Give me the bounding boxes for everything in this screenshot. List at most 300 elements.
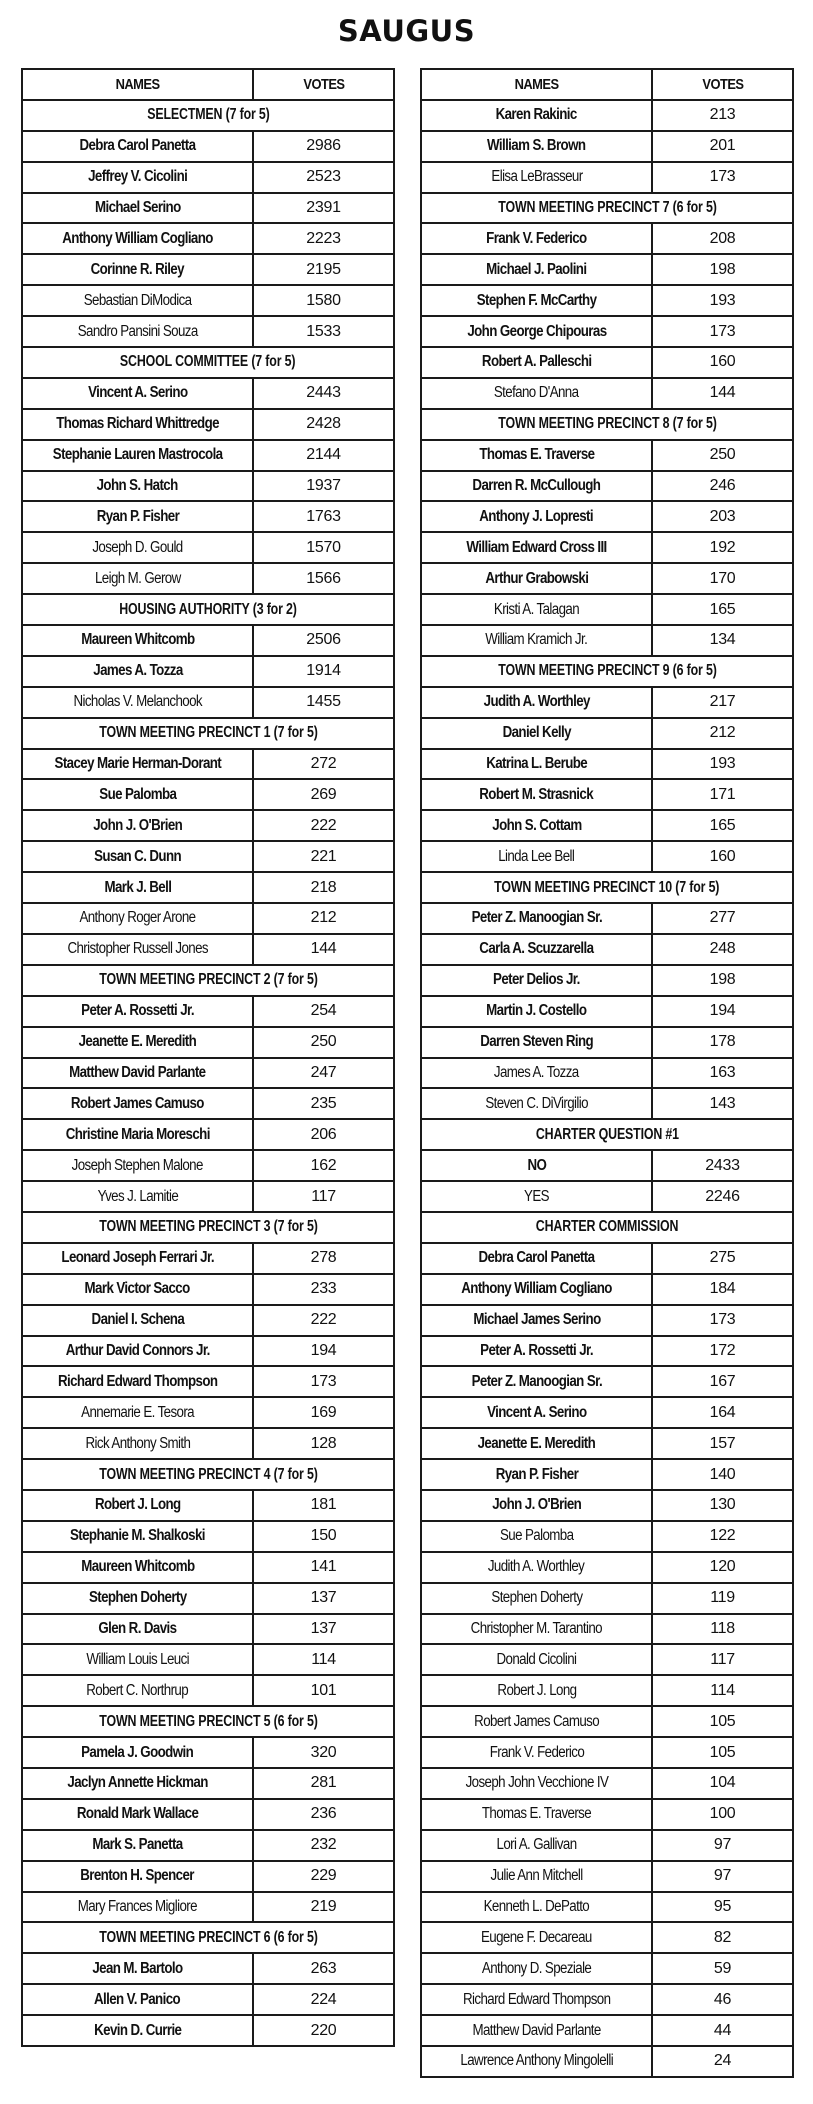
candidate-name bbox=[421, 841, 652, 872]
section-header-row bbox=[22, 1706, 394, 1737]
candidate-row bbox=[421, 1799, 793, 1830]
candidate-name bbox=[22, 749, 253, 780]
candidate-row bbox=[22, 1953, 394, 1984]
candidate-name bbox=[421, 1274, 652, 1305]
candidate-name-text: Ronald Mark Wallace bbox=[76, 1805, 199, 1823]
candidate-row bbox=[421, 1305, 793, 1336]
candidate-name-text: Peter A. Rossetti Jr. bbox=[81, 1002, 194, 1020]
section-title bbox=[22, 1212, 394, 1243]
candidate-row bbox=[22, 223, 394, 254]
candidate-row bbox=[22, 1058, 394, 1089]
vote-count: 269 bbox=[253, 779, 394, 810]
vote-count: 250 bbox=[253, 1027, 394, 1058]
vote-count: 150 bbox=[253, 1521, 394, 1552]
candidate-name-text: Thomas E. Traverse bbox=[478, 446, 595, 464]
candidate-name bbox=[22, 501, 253, 532]
vote-count: 165 bbox=[652, 810, 793, 841]
vote-count: 235 bbox=[253, 1088, 394, 1119]
candidate-name bbox=[22, 656, 253, 687]
candidate-name bbox=[22, 1336, 253, 1367]
candidate-name bbox=[22, 1799, 253, 1830]
candidate-name bbox=[22, 563, 253, 594]
candidate-name bbox=[421, 1490, 652, 1521]
candidate-name-text: Stephanie M. Shalkoski bbox=[70, 1527, 205, 1545]
results-table-right bbox=[420, 68, 794, 2078]
candidate-name bbox=[421, 254, 652, 285]
vote-count: 201 bbox=[652, 131, 793, 162]
candidate-name-text: Stefano D'Anna bbox=[494, 384, 579, 402]
candidate-name-text: John J. O'Brien bbox=[93, 816, 182, 834]
vote-count: 203 bbox=[652, 501, 793, 532]
candidate-name-text: Frank V. Federico bbox=[489, 1743, 584, 1761]
vote-count: 277 bbox=[652, 903, 793, 934]
candidate-name-text: Anthony William Cogliano bbox=[461, 1280, 612, 1298]
candidate-row bbox=[22, 1088, 394, 1119]
candidate-name bbox=[421, 1922, 652, 1953]
candidate-name-text: Jeanette E. Meredith bbox=[78, 1033, 197, 1051]
candidate-name-text: Robert James Camuso bbox=[474, 1712, 599, 1730]
candidate-name bbox=[421, 779, 652, 810]
candidate-name bbox=[22, 1397, 253, 1428]
candidate-row bbox=[22, 1552, 394, 1583]
candidate-name-text: Judith A. Worthley bbox=[488, 1558, 585, 1576]
section-title bbox=[22, 1706, 394, 1737]
candidate-name-text: Joseph D. Gould bbox=[92, 538, 183, 556]
candidate-row bbox=[421, 1027, 793, 1058]
candidate-row bbox=[421, 1644, 793, 1675]
candidate-row bbox=[421, 378, 793, 409]
vote-count: 247 bbox=[253, 1058, 394, 1089]
candidate-name bbox=[421, 1027, 652, 1058]
section-title-text: TOWN MEETING PRECINCT 9 (6 for 5) bbox=[497, 662, 717, 680]
vote-count: 160 bbox=[652, 841, 793, 872]
candidate-row bbox=[421, 1861, 793, 1892]
candidate-name bbox=[421, 223, 652, 254]
section-header-row bbox=[22, 100, 394, 131]
candidate-name bbox=[22, 223, 253, 254]
vote-count: 114 bbox=[253, 1644, 394, 1675]
vote-count: 236 bbox=[253, 1799, 394, 1830]
names-header-label: NAMES bbox=[115, 75, 160, 93]
candidate-name-text: Lawrence Anthony Mingolelli bbox=[460, 2052, 613, 2070]
candidate-name-text: William Edward Cross III bbox=[466, 538, 607, 556]
candidate-name-text: Kenneth L. DePatto bbox=[483, 1897, 590, 1915]
vote-count: 320 bbox=[253, 1737, 394, 1768]
candidate-row bbox=[421, 1706, 793, 1737]
candidate-row bbox=[421, 285, 793, 316]
candidate-row bbox=[421, 1552, 793, 1583]
candidate-row bbox=[22, 1305, 394, 1336]
candidate-name-text: Michael James Serino bbox=[472, 1311, 601, 1329]
candidate-row bbox=[22, 2015, 394, 2046]
candidate-name-text: Nicholas V. Melanchook bbox=[73, 693, 202, 711]
candidate-name bbox=[22, 1088, 253, 1119]
candidate-row bbox=[22, 316, 394, 347]
vote-count: 1533 bbox=[253, 316, 394, 347]
candidate-row bbox=[421, 1397, 793, 1428]
candidate-name-text: Glen R. Davis bbox=[98, 1619, 177, 1637]
candidate-row bbox=[421, 1274, 793, 1305]
vote-count: 173 bbox=[652, 162, 793, 193]
candidate-name bbox=[421, 1861, 652, 1892]
candidate-row bbox=[421, 563, 793, 594]
candidate-name bbox=[22, 162, 253, 193]
vote-count: 173 bbox=[652, 1305, 793, 1336]
votes-header-label: VOTES bbox=[302, 75, 345, 93]
candidate-row bbox=[421, 687, 793, 718]
candidate-name bbox=[22, 1737, 253, 1768]
table-header-row bbox=[421, 69, 793, 100]
vote-count: 219 bbox=[253, 1892, 394, 1923]
vote-count: 169 bbox=[253, 1397, 394, 1428]
candidate-row bbox=[421, 749, 793, 780]
vote-count: 220 bbox=[253, 2015, 394, 2046]
candidate-name bbox=[421, 1181, 652, 1212]
vote-count: 2195 bbox=[253, 254, 394, 285]
vote-count: 250 bbox=[652, 440, 793, 471]
candidate-row bbox=[22, 1521, 394, 1552]
candidate-name-text: James A. Tozza bbox=[494, 1063, 579, 1081]
candidate-name bbox=[421, 1984, 652, 2015]
vote-count: 184 bbox=[652, 1274, 793, 1305]
vote-count: 144 bbox=[253, 934, 394, 965]
candidate-name bbox=[421, 1336, 652, 1367]
candidate-name bbox=[421, 2046, 652, 2077]
candidate-row bbox=[421, 1366, 793, 1397]
vote-count: 164 bbox=[652, 1397, 793, 1428]
candidate-row bbox=[421, 1614, 793, 1645]
candidate-name bbox=[421, 1243, 652, 1274]
vote-count: 117 bbox=[253, 1181, 394, 1212]
candidate-name bbox=[421, 1830, 652, 1861]
candidate-row bbox=[421, 1583, 793, 1614]
candidate-name-text: Steven C. DiVirgilio bbox=[485, 1094, 588, 1112]
vote-count: 140 bbox=[652, 1459, 793, 1490]
candidate-row bbox=[421, 1181, 793, 1212]
vote-count: 137 bbox=[253, 1614, 394, 1645]
section-title bbox=[22, 965, 394, 996]
candidate-row bbox=[22, 1830, 394, 1861]
vote-count: 1566 bbox=[253, 563, 394, 594]
candidate-name-text: Sebastian DiModica bbox=[83, 291, 192, 309]
vote-count: 2523 bbox=[253, 162, 394, 193]
candidate-name-text: Jeffrey V. Cicolini bbox=[87, 168, 188, 186]
candidate-row bbox=[421, 625, 793, 656]
candidate-row bbox=[421, 1428, 793, 1459]
candidate-name bbox=[421, 1706, 652, 1737]
candidate-name bbox=[421, 1583, 652, 1614]
candidate-name-text: Stacey Marie Herman-Dorant bbox=[54, 755, 221, 773]
candidate-name bbox=[421, 1305, 652, 1336]
vote-count: 137 bbox=[253, 1583, 394, 1614]
candidate-name-text: Joseph John Vecchione IV bbox=[465, 1774, 608, 1792]
vote-count: 278 bbox=[253, 1243, 394, 1274]
candidate-name bbox=[421, 1150, 652, 1181]
candidate-row bbox=[421, 316, 793, 347]
candidate-name bbox=[22, 1675, 253, 1706]
candidate-name-text: Kevin D. Currie bbox=[93, 2021, 182, 2039]
candidate-name-text: Debra Carol Panetta bbox=[478, 1249, 595, 1267]
candidate-row bbox=[22, 532, 394, 563]
vote-count: 163 bbox=[652, 1058, 793, 1089]
candidate-row bbox=[22, 1675, 394, 1706]
vote-count: 171 bbox=[652, 779, 793, 810]
vote-count: 1580 bbox=[253, 285, 394, 316]
section-title-text: TOWN MEETING PRECINCT 6 (6 for 5) bbox=[98, 1928, 318, 1946]
vote-count: 222 bbox=[253, 810, 394, 841]
votes-column-header bbox=[253, 69, 394, 100]
vote-count: 222 bbox=[253, 1305, 394, 1336]
candidate-name-text: Donald Cicolini bbox=[496, 1650, 577, 1668]
candidate-row bbox=[22, 285, 394, 316]
page-title: SAUGUS bbox=[337, 14, 476, 48]
candidate-row bbox=[22, 996, 394, 1027]
candidate-name-text: Anthony William Cogliano bbox=[62, 229, 213, 247]
candidate-name-text: Vincent A. Serino bbox=[486, 1403, 587, 1421]
candidate-name bbox=[421, 1397, 652, 1428]
candidate-row bbox=[421, 1737, 793, 1768]
candidate-row bbox=[421, 1336, 793, 1367]
candidate-name bbox=[421, 903, 652, 934]
candidate-name bbox=[421, 625, 652, 656]
section-header-row bbox=[421, 656, 793, 687]
section-title-text: TOWN MEETING PRECINCT 4 (7 for 5) bbox=[98, 1465, 318, 1483]
candidate-name bbox=[421, 1614, 652, 1645]
candidate-name bbox=[22, 1861, 253, 1892]
candidate-row bbox=[22, 471, 394, 502]
candidate-row bbox=[22, 1737, 394, 1768]
candidate-row bbox=[22, 749, 394, 780]
candidate-name bbox=[22, 131, 253, 162]
vote-count: 170 bbox=[652, 563, 793, 594]
candidate-name bbox=[421, 1644, 652, 1675]
candidate-name-text: Susan C. Dunn bbox=[94, 847, 181, 865]
candidate-name bbox=[22, 903, 253, 934]
candidate-name-text: Daniel Kelly bbox=[502, 724, 571, 742]
section-title-text: TOWN MEETING PRECINCT 2 (7 for 5) bbox=[98, 971, 318, 989]
candidate-name-text: Annemarie E. Tesora bbox=[81, 1403, 194, 1421]
candidate-name-text: Daniel I. Schena bbox=[91, 1311, 184, 1329]
candidate-row bbox=[22, 841, 394, 872]
candidate-name bbox=[22, 1428, 253, 1459]
vote-count: 2428 bbox=[253, 409, 394, 440]
section-title bbox=[22, 718, 394, 749]
candidate-row bbox=[22, 625, 394, 656]
candidate-name-text: Peter Delios Jr. bbox=[493, 971, 580, 989]
left-table-body bbox=[22, 100, 394, 2046]
candidate-name-text: Jean M. Bartolo bbox=[92, 1959, 183, 1977]
vote-count: 178 bbox=[652, 1027, 793, 1058]
candidate-name-text: John George Chipouras bbox=[466, 322, 607, 340]
candidate-name bbox=[22, 1583, 253, 1614]
candidate-name bbox=[421, 471, 652, 502]
candidate-row bbox=[22, 131, 394, 162]
section-title bbox=[22, 347, 394, 378]
candidate-name-text: Karen Rakinic bbox=[495, 106, 578, 124]
candidate-name-text: Debra Carol Panetta bbox=[79, 137, 196, 155]
vote-count: 119 bbox=[652, 1583, 793, 1614]
candidate-name bbox=[421, 1058, 652, 1089]
vote-count: 130 bbox=[652, 1490, 793, 1521]
vote-count: 173 bbox=[253, 1366, 394, 1397]
right-table-body bbox=[421, 100, 793, 2077]
candidate-row bbox=[421, 841, 793, 872]
section-title-text: TOWN MEETING PRECINCT 10 (7 for 5) bbox=[494, 878, 720, 896]
candidate-name-text: Robert M. Strasnick bbox=[479, 785, 594, 803]
section-header-row bbox=[22, 347, 394, 378]
candidate-name-text: Ryan P. Fisher bbox=[96, 507, 179, 525]
candidate-name bbox=[22, 1181, 253, 1212]
vote-count: 1914 bbox=[253, 656, 394, 687]
candidate-name bbox=[421, 1799, 652, 1830]
candidate-name-text: Anthony D. Speziale bbox=[481, 1959, 592, 1977]
candidate-name bbox=[22, 1984, 253, 2015]
section-header-row bbox=[22, 594, 394, 625]
names-column-header bbox=[421, 69, 652, 100]
vote-count: 233 bbox=[253, 1274, 394, 1305]
candidate-row bbox=[22, 563, 394, 594]
candidate-row bbox=[22, 1274, 394, 1305]
candidate-name bbox=[22, 316, 253, 347]
candidate-name bbox=[22, 1644, 253, 1675]
candidate-row bbox=[421, 501, 793, 532]
candidate-name-text: Christopher M. Tarantino bbox=[470, 1619, 603, 1637]
candidate-name bbox=[22, 1552, 253, 1583]
section-header-row bbox=[22, 965, 394, 996]
vote-count: 206 bbox=[253, 1119, 394, 1150]
section-title-text: HOUSING AUTHORITY (3 for 2) bbox=[119, 600, 297, 618]
vote-count: 2433 bbox=[652, 1150, 793, 1181]
vote-count: 162 bbox=[253, 1150, 394, 1181]
candidate-name bbox=[421, 378, 652, 409]
candidate-name bbox=[22, 779, 253, 810]
candidate-row bbox=[421, 100, 793, 131]
candidate-name bbox=[22, 1119, 253, 1150]
candidate-row bbox=[22, 1644, 394, 1675]
candidate-row bbox=[22, 1984, 394, 2015]
votes-header-label: VOTES bbox=[701, 75, 744, 93]
candidate-name bbox=[22, 1953, 253, 1984]
candidate-row bbox=[22, 1119, 394, 1150]
candidate-row bbox=[421, 934, 793, 965]
candidate-name bbox=[421, 749, 652, 780]
candidate-row bbox=[22, 193, 394, 224]
candidate-row bbox=[22, 1366, 394, 1397]
vote-count: 218 bbox=[253, 872, 394, 903]
candidate-name-text: Linda Lee Bell bbox=[498, 847, 575, 865]
candidate-name bbox=[22, 1892, 253, 1923]
candidate-name bbox=[421, 810, 652, 841]
section-title bbox=[421, 193, 793, 224]
section-title-text: TOWN MEETING PRECINCT 3 (7 for 5) bbox=[98, 1218, 318, 1236]
vote-count: 24 bbox=[652, 2046, 793, 2077]
candidate-row bbox=[22, 1614, 394, 1645]
candidate-name bbox=[421, 532, 652, 563]
vote-count: 246 bbox=[652, 471, 793, 502]
vote-count: 144 bbox=[652, 378, 793, 409]
candidate-row bbox=[421, 471, 793, 502]
candidate-row bbox=[22, 872, 394, 903]
candidate-name bbox=[22, 810, 253, 841]
candidate-name bbox=[421, 316, 652, 347]
candidate-name-text: William Kramich Jr. bbox=[485, 631, 588, 649]
candidate-row bbox=[22, 1027, 394, 1058]
candidate-name bbox=[421, 1768, 652, 1799]
candidate-row bbox=[22, 1583, 394, 1614]
candidate-row bbox=[421, 1088, 793, 1119]
candidate-name bbox=[22, 285, 253, 316]
candidate-name-text: Stephen Doherty bbox=[490, 1589, 582, 1607]
candidate-row bbox=[421, 1922, 793, 1953]
candidate-name bbox=[22, 1305, 253, 1336]
candidate-name-text: Jeanette E. Meredith bbox=[477, 1434, 596, 1452]
candidate-name-text: Arthur Grabowski bbox=[485, 569, 588, 587]
candidate-name-text: Martin J. Costello bbox=[486, 1002, 587, 1020]
candidate-name-text: James A. Tozza bbox=[92, 662, 183, 680]
candidate-name-text: NO bbox=[527, 1156, 546, 1174]
section-title-text: TOWN MEETING PRECINCT 1 (7 for 5) bbox=[98, 724, 318, 742]
candidate-row bbox=[22, 1861, 394, 1892]
vote-count: 275 bbox=[652, 1243, 793, 1274]
candidate-row bbox=[421, 1953, 793, 1984]
candidate-row bbox=[421, 1984, 793, 2015]
candidate-name bbox=[22, 471, 253, 502]
vote-count: 134 bbox=[652, 625, 793, 656]
candidate-name-text: Katrina L. Berube bbox=[486, 755, 587, 773]
candidate-name bbox=[22, 1490, 253, 1521]
section-title-text: CHARTER QUESTION #1 bbox=[535, 1125, 679, 1143]
candidate-row bbox=[22, 1336, 394, 1367]
vote-count: 181 bbox=[253, 1490, 394, 1521]
candidate-name-text: Mark J. Bell bbox=[104, 878, 171, 896]
candidate-name bbox=[22, 440, 253, 471]
candidate-name-text: Sue Palomba bbox=[499, 1527, 574, 1545]
candidate-name-text: Elisa LeBrasseur bbox=[490, 168, 583, 186]
candidate-name-text: Maureen Whitcomb bbox=[80, 631, 195, 649]
candidate-name bbox=[22, 1150, 253, 1181]
candidate-name-text: Arthur David Connors Jr. bbox=[65, 1341, 210, 1359]
section-title-text: CHARTER COMMISSION bbox=[535, 1218, 679, 1236]
candidate-row bbox=[421, 223, 793, 254]
candidate-name bbox=[421, 440, 652, 471]
vote-count: 281 bbox=[253, 1768, 394, 1799]
candidate-name-text: William Louis Leuci bbox=[86, 1650, 189, 1668]
vote-count: 114 bbox=[652, 1675, 793, 1706]
candidate-row bbox=[421, 2046, 793, 2077]
candidate-name-text: Leigh M. Gerow bbox=[94, 569, 181, 587]
candidate-name-text: Carla A. Scuzzarella bbox=[479, 940, 594, 958]
candidate-name-text: Judith A. Worthley bbox=[483, 693, 590, 711]
candidate-name-text: Darren Steven Ring bbox=[480, 1033, 593, 1051]
candidate-name bbox=[421, 1892, 652, 1923]
candidate-name bbox=[22, 841, 253, 872]
section-title bbox=[22, 1459, 394, 1490]
candidate-name-text: John S. Cottam bbox=[491, 816, 582, 834]
candidate-name-text: Thomas E. Traverse bbox=[481, 1805, 592, 1823]
vote-count: 105 bbox=[652, 1737, 793, 1768]
vote-count: 2223 bbox=[253, 223, 394, 254]
vote-count: 248 bbox=[652, 934, 793, 965]
candidate-name-text: Robert James Camuso bbox=[70, 1094, 205, 1112]
candidate-row bbox=[421, 2015, 793, 2046]
candidate-name bbox=[22, 2015, 253, 2046]
candidate-row bbox=[421, 1150, 793, 1181]
candidate-name-text: YES bbox=[524, 1187, 549, 1205]
vote-count: 141 bbox=[253, 1552, 394, 1583]
candidate-name-text: Allen V. Panico bbox=[94, 1990, 181, 2008]
section-title-text: SELECTMEN (7 for 5) bbox=[146, 106, 270, 124]
candidate-row bbox=[421, 1830, 793, 1861]
